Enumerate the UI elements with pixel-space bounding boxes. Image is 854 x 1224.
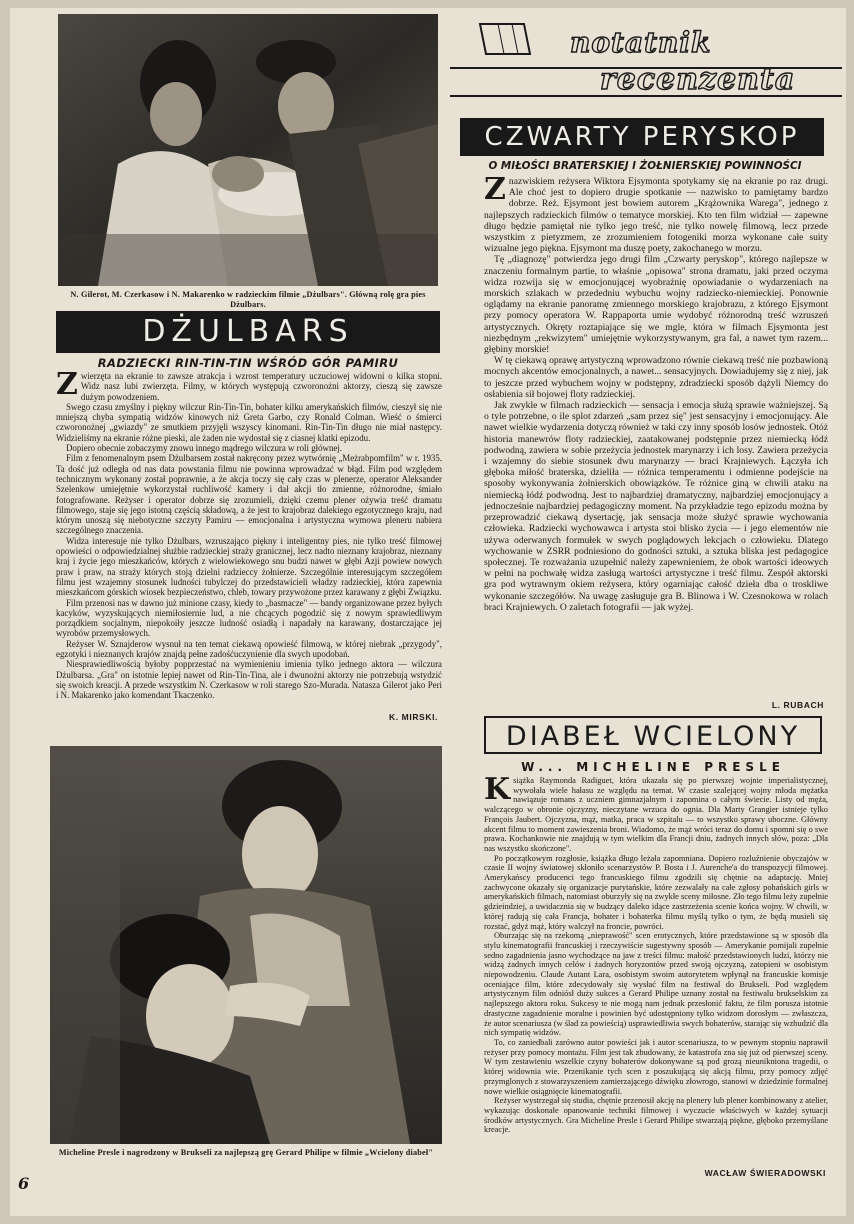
- diabel-caption: Micheline Presle i nagrodzony w Brukseli za najlepszą grę Gerard Philipe w filmie „Wcielony diabeł": [58, 1148, 434, 1157]
- diabel-paragraph: Reżyser wystrzegał się studia, chętnie przenosił akcję na plenery lub plener kombinowany z atelier, wykazując doskonałe opanowanie techniki filmowej i wyczucie właściwych w każdej sytuacji środków artystycznych. Gra Micheline Presle i Gerard Philipe stwarzają piękne, głęboko przemyślane kreacje.: [484, 1096, 828, 1135]
- column-header-line1: notatnik: [570, 26, 712, 59]
- column-header: [450, 14, 842, 104]
- film-still-diabel-wcielony: [50, 746, 442, 1144]
- drop-cap: K: [484, 776, 511, 807]
- peryskop-title: CZWARTY PERYSKOP: [460, 118, 824, 156]
- diabel-signature: WACŁAW ŚWIERADOWSKI: [704, 1168, 826, 1178]
- peryskop-paragraph: Tę „diagnozę" potwierdza jego drugi film „Czwarty peryskop", którego najlepsze w znaczeniu formalnym partie, to właśnie „opisowa" strona dramatu, jaki przed oczyma widza rozwija się w emocjonującej wyobraźnię opowiadanie o wydarzeniach na morskich szlakach w przededniu wybuchu wojny radziecko-niemieckiej. Ponownie oglądamy na ekranie panoramę zmiennego morskiego krajobrazu, z którego Ejsymont przy pomocy operatora W. Rappaporta umie wydobyć różnorodną treść wzruszeń artystycznych. Okręty roztapiające się we mgle, która w filmach Ejsymonta jest niezbędnym „rekwizytem" umiejętnie wykorzystywanym, gra fal, a nawet tym razem... głębiny morskie!: [484, 254, 828, 356]
- diabel-article: [484, 776, 828, 1164]
- peryskop-paragraph: nazwiskiem reżysera Wiktora Ejsymonta spotykamy się na ekranie po raz drugi. Ale choć jest to dopiero drugie spotkanie — nazwisko to pamiętamy bardzo dobrze. Reż. Ejsymont jest bowiem autorem „Krążownika Warega", jednego z najlepszych radzieckich filmów o tematyce morskiej. Kto ten film widział — zapewne długo będzie pamiętał nie tylko jego treść, nie tylko nowelę filmową, lecz przede wszystkim z pietyzmem, ze zrozumieniem fotogeniki morza wykonane całe suity wizualne jego piękna. Ejsymont ma duszę poety, zakochanego w morzu.: [484, 176, 828, 255]
- dzulbars-caption: N. Gilerot, M. Czerkasow i N. Makarenko w radzieckim filmie „Dżulbars". Główną rolę gra pies Dżulbars.: [70, 290, 426, 309]
- drop-cap: Z: [484, 176, 506, 207]
- dzulbars-article: [56, 371, 442, 711]
- peryskop-paragraph: Jak zwykle w filmach radzieckich — sensacja i emocja służą sprawie ważniejszej. Są o tyle potrzebne, o ile splot zdarzeń „sam przez się" jest sensacyjny i emocjonujący. Ale nawet wielkie wydarzenia dotyczą również w taki czy inny sposób losów jednostek. Otóż historia manewrów floty radzieckiej, zaatakowanej podstępnie przez niemiecką łódź podwodną, zawiera w sobie przeżycia jednostek marynarzy i ich losy. Zawiera przeżycia i wzajemny do siebie stosunek dwu marynarzy — braci Krajniewych. Łączyła ich głęboka miłość braterska, dzieliła — różnica temperamentu i odmienne podejście na sposoby wykonywania żołnierskich obowiązków. Te różnice giną w chwili ataku na niemiecką łódź podwodną. Jest to najbardziej dramatyczny, najbardziej emocjonujący a jednocześnie najbardziej pedagogiczny moment. Na przykładzie tego epizodu można by przeprowadzić ciekawą dysertację, jak sensacja może służyć sprawie wychowania człowieka. Radziecki wychowawca i artysta stoi blisko życia — i jego elementów nie używa oderwanych formułek w swych poglądowych lekcjach o człowieku. Dlatego wychowanie w ZSRR podniesiono do godności sztuki, a sztuka bliska jest pedagogice społecznej. Te rozważania uzupełnić należy zapewnieniem, że obok wartości ideowych w pełni na pochwałę widza zasługą wartości artystyczne i treść filmu. Zespół aktorski gra pod wytrawnym okiem reżysera, który ogarniając całość dzieła dba o troskliwe wykonanie szczegółów. Na uwagę zasługuje gra B. Blinowa i W. Czesnokowa w rolach braci Krajniewych. O zaletach fotografii — jak wyżej.: [484, 400, 828, 613]
- diabel-paragraph: siążka Raymonda Radiguet, która ukazała się po pierwszej wojnie imperialistycznej, wywołała wiele hałasu ze względu na temat. W czasie szalejącej wojny młoda mężatka nawiązuje romans z uczniem gimnazjalnym i zapomina o całym świecie. Listy od męża, walczącego w obronie ojczyzny, nieczytane wrzuca do ognia. Dla Marty Grangier istnieje tylko François Jaubert. Ojczyzna, mąż, matka, praca w szpitalu — to wszystko sprawy uboczne. Główny akcent filmu to moment zawieszenia broni. Wiadomo, że mąż wróci teraz do domu i spomni się o swe prawa. Kochankowie nie znajdują w tym wielkim dla Francji dniu, żadnych innych słów, poza: „Dla nas wszystko skończone".: [484, 776, 828, 853]
- dzulbars-signature: K. MIRSKI.: [389, 712, 438, 722]
- dzulbars-title: DŻULBARS: [56, 311, 440, 353]
- magazine-page: [10, 8, 846, 1216]
- diabel-subtitle: W... MICHELINE PRESLE: [521, 760, 785, 774]
- peryskop-article: [484, 176, 828, 706]
- dzulbars-paragraph: Widza interesuje nie tylko Dżulbars, wzruszająco piękny i inteligentny pies, nie tylko treść filmowej opowieści o odpowiedzialnej służbie radzieckiej straży granicznej, lecz nadto nieznany krajobraz, nieznany kraj i życie jego mieszkańców, których z wielowiekowego snu budzi nawet w głębi Azji powiew nowych praw i praw, na straży których stoją dzielni radzieccy żołnierze. Szczególnie interesującym szczegółem filmu jest wzajemny stosunek ludności tubylczej do przedstawicieli władzy radzieckiej, która zapewnia mieszkańcom górskich wiosek bezpieczeństwo, chleb, towary przywożone przez karawany z głębi Związku.: [56, 535, 442, 598]
- diabel-photo: [50, 746, 442, 1144]
- dzulbars-paragraph: Niesprawiedliwością byłoby popprzestać na wymienieniu imienia tylko jednego aktora — wilczura Dżulbarsa. „Gra" on istotnie lepiej nawet od Rin-Tin-Tina, ale i dwunożni aktorzy nie potrzebują wstydzić się swoich kreacji. A przede wszystkim N. Czerkasow w roli starego Szo-Murada. Natasza Gilerot jako Peri i N. Makarenko jako komendant Tkaczenko.: [56, 659, 442, 701]
- diabel-paragraph: Po początkowym rozgłosie, książka długo leżała zapomniana. Dopiero rozluźnienie obyczajów w czasie II wojny światowej skłoniło scenarzystów P. Bosta i J. Aurenche'a do transpozycji filmowej. Amerykańscy producenci tego francuskiego filmu zgodzili się chętnie na adaptację. Mniej zachwycone okazały się organizacje purytańskie, które zezwalały na całe zgłosy pohańskich girls w amerykańskich filmach, natomiast oburzyły się na zwykłe sceny miłosne. Zło tego filmu leży zupełnie gdzieindziej, a uwidacznia się w budzący daleko idące zastrzeżenia scenie końca wojny. W chwili, w której radują się cała Francja, bohater i bohaterka filmu myślą tylko o tym, że będą musieli się rozstać, gdyż mąż, który walczył na froncie, powróci.: [484, 853, 828, 931]
- drop-cap: Z: [56, 371, 78, 402]
- diabel-paragraph: Oburzając się na rzekomą „nieprawość" scen erotycznych, które przedstawione są w sposób dla stylu kinematografii francuskiej i rzeczywiście sugestywny sposób — Amerykanie pomijali zupełnie sedno zagadnienia jasno wychodzące na jaw z treści filmu: małość przedstawionych ludzi, którzy nie widzą żadnych innych celów i żadnych horyzontów przed swoją ojczyzną, zatopieni w osobistym niepowodzeniu. Claude Autant Lara, osobistym swoim autorytetem wpłynął na francuskie komisje oceniające film, które zdecydowały się wysłać film na festiwal do Brukseli. Pod względem artystycznym film odniósł duży sukces a Gerard Philipe uznany został na festiwalu brukselskim za najlepszego aktora roku. Sukcesy te nie mogą nam jednak przesłonić faktu, że film porusza istotnie drastyczne zagadnienie moralne i powinien być udostępniony tylko widzom dorosłym — zwłaszcza, że autor scenariusza (w ślad za powieścią) usprawiedliwia swych bohaterów, starając się wzbudzić dla nich sympatię widzów.: [484, 931, 828, 1038]
- diabel-title: DIABEŁ WCIELONY: [484, 716, 822, 754]
- dzulbars-paragraph: Film z fenomenalnym psem Dżulbarsem został nakręcony przez wytwórnię „Meżrabpomfilm" w r. 1935. Ta dość już odległa od nas data powstania filmu nie powinna wprowadzać w błąd. Film pod względem technicznym wykonany został poprawnie, a że akcja toczy się cały czas w plenerze, operator Aleksander Szelenkow umiejętnie wykorzystał ruchliwość kamery i dał akcji tło zmienne, różnorodne, śmiało fotografowane. Reżyser i operator dobrze się zrozumieli, dzięki czemu plener ożywia treść dramatu filmowego, staje się jego istotną częścią składową, a że jest to krajobraz dalekiego egzotycznego kraju, nad którym unoszą się niebotyczne szczyty Pamiru — emocjonalna i artystyczna wymowa pleneru nabiera szczególnego znaczenia.: [56, 453, 442, 536]
- page-number: 6: [18, 1174, 30, 1193]
- dzulbars-paragraph: Dopiero obecnie zobaczymy znowu innego mądrego wilczura w roli głównej.: [66, 443, 343, 454]
- dzulbars-paragraph: Film przenosi nas w dawno już minione czasy, kiedy to „basmacze" — bandy organizowane przez byłych kacyków, wyzyskujących niemiłosiernie lud, a nie chcących pogodzić się z nowym sprawiedliwym porządkiem socjalnym, niepokoiły jeszcze ludność osiadłą i napadały na karawany, dostarczające jej wyrobów przemysłowych.: [56, 597, 442, 639]
- dzulbars-paragraph: Reżyser W. Sznajderow wysnuł na ten temat ciekawą opowieść filmową, w której niebrak „przygody", egzotyki i nieznanych krajów znajdą pełne zadośćuczynienie dla swych upodobań.: [56, 638, 442, 660]
- peryskop-signature: L. RUBACH: [771, 700, 824, 710]
- peryskop-paragraph: W tę ciekawą oprawę artystyczną wprowadzono równie ciekawą treść nie pozbawioną mocnych akcentów emocjonalnych, a nawet... sensacyjnych. Dowiadujemy się z niej, jak to jeszcze przed wybuchem wojny w podstępny, zdradziecki sposób dążyli Niemcy do osłabienia sił bojowej floty radzieckiej.: [484, 355, 828, 400]
- diabel-paragraph: To, co zaniedbali zarówno autor powieści jak i autor scenariusza, to w pewnym stopniu naprawił reżyser przy pomocy montażu. Film jest tak zbudowany, że katastrofa zna się już od pierwszej sceny. W tym zestawieniu wszelkie czyny bohaterów dokonywane są pod grozą nieunikniona tragedii, o której widownia wie. Przenikanie tych scen z poszukującą się akcją filmu, przy pomocy zdjęć przymglonych z stowarzyszeniem zamierzającego dźwięku złowrogo, stanowi w dziedzinie formalnej nowe wielkie osiągnięcie kinematografii.: [484, 1037, 828, 1096]
- dzulbars-paragraph: wierzęta na ekranie to zawsze atrakcja i wzrost temperatury uczuciowej widowni o kilka stopni. Widz nasz lubi zwierzęta. Filmy, w których występują czworonożni aktorzy, cieszą się zawsze dużym powodzeniem.: [80, 371, 442, 402]
- dzulbars-subtitle: RADZIECKI RIN-TIN-TIN WŚRÓD GÓR PAMIRU: [97, 356, 399, 370]
- dzulbars-paragraph: Swego czasu zmyślny i piękny wilczur Rin-Tin-Tin, bohater kilku amerykańskich filmów, cieszył się nie mniejszą chyba sympatią widzów kinowych niż Greta Garbo, czy Ronald Colman. Wieść o śmierci czworonożnej „gwiazdy" ze smutkiem przyjęli wszyscy kinomani. Rin-Tin-Tin długo nie miał następcy. Widzieliśmy na ekranie różne pieski, ale żaden nie wydostał się z ciasnej klatki epizodu.: [56, 401, 442, 443]
- peryskop-subtitle: O MIŁOŚCI BRATERSKIEJ I ŻOŁNIERSKIEJ POWINNOŚCI: [488, 160, 802, 172]
- film-still-dzulbars: [58, 14, 438, 286]
- column-header-line2: recenzenta: [600, 62, 796, 97]
- dzulbars-photo: [58, 14, 438, 286]
